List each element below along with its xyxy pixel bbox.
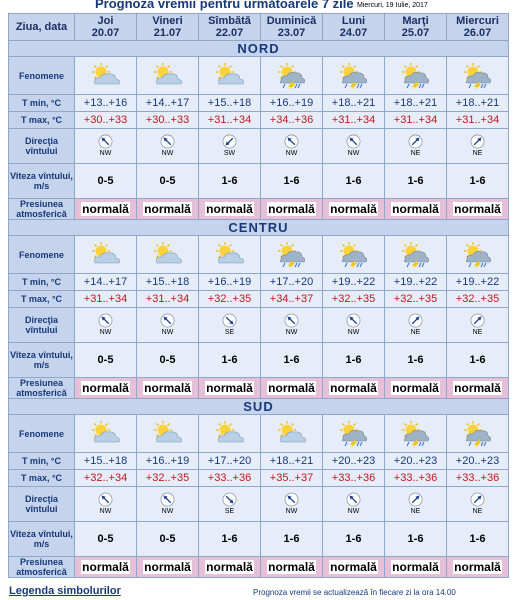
wind-direction-cell	[385, 308, 447, 343]
region-row	[9, 41, 509, 57]
wind-direction-label: NE	[472, 508, 483, 515]
row-label: Presiunea atmosferică	[9, 199, 75, 220]
wind-direction-label: NW	[347, 150, 360, 157]
day-date: 21.07	[153, 27, 182, 39]
wind-speed-cell: 0-5	[75, 522, 137, 557]
pressure-cell	[447, 378, 509, 399]
wind-speed-cell: 1-6	[323, 164, 385, 199]
pressure-value: normală	[330, 202, 377, 216]
compass-icon	[323, 492, 384, 507]
pressure-cell	[75, 557, 137, 578]
wind-direction-label: SE	[224, 508, 235, 515]
compass-icon	[137, 313, 198, 328]
compass-icon	[199, 313, 260, 328]
compass-icon	[261, 492, 322, 507]
row-pressure	[9, 199, 509, 220]
forecast-header	[0, 0, 514, 12]
partly-cloudy-icon	[75, 62, 136, 90]
thunderstorm-rain-icon	[323, 62, 384, 90]
row-label: Fenomene	[9, 57, 75, 95]
day-date: 24.07	[339, 27, 368, 39]
pressure-value: normală	[206, 381, 253, 395]
phenomenon-cell	[261, 415, 323, 453]
wind-direction-cell	[137, 129, 199, 164]
pressure-cell	[75, 199, 137, 220]
wind-direction-cell	[137, 487, 199, 522]
compass-icon	[75, 492, 136, 507]
row-wind-dir	[9, 129, 509, 164]
pressure-cell	[447, 199, 509, 220]
pressure-value: normală	[392, 381, 439, 395]
thunderstorm-rain-icon	[385, 420, 446, 448]
tmin-cell: +18..+21	[447, 95, 509, 112]
pressure-value: normală	[392, 202, 439, 216]
wind-speed-cell: 1-6	[261, 522, 323, 557]
phenomenon-cell	[199, 57, 261, 95]
wind-direction-label: NW	[161, 150, 174, 157]
row-label: T min, °C	[9, 95, 75, 112]
row-label: Presiunea atmosferică	[9, 557, 75, 578]
wind-speed-cell: 0-5	[75, 343, 137, 378]
wind-speed-cell: 0-5	[137, 164, 199, 199]
phenomenon-cell	[447, 236, 509, 274]
wind-direction-label: NW	[285, 329, 298, 336]
wind-direction-label: NE	[410, 150, 421, 157]
tmin-cell: +16..+19	[137, 453, 199, 470]
region-name: NORD	[9, 41, 509, 57]
wind-direction-cell	[137, 308, 199, 343]
tmax-cell: +31..+34	[447, 112, 509, 129]
wind-speed-cell: 1-6	[385, 522, 447, 557]
wind-direction-cell	[447, 129, 509, 164]
wind-direction-label: NE	[410, 329, 421, 336]
phenomenon-cell	[261, 236, 323, 274]
wind-direction-label: NW	[99, 150, 112, 157]
wind-speed-cell: 1-6	[199, 164, 261, 199]
wind-direction-cell	[75, 308, 137, 343]
compass-icon	[323, 313, 384, 328]
compass-icon	[75, 313, 136, 328]
tmax-cell: +33..+36	[385, 470, 447, 487]
thunderstorm-rain-icon	[261, 62, 322, 90]
row-label: Fenomene	[9, 415, 75, 453]
phenomenon-cell	[323, 236, 385, 274]
pressure-cell	[385, 557, 447, 578]
wind-speed-cell: 0-5	[137, 343, 199, 378]
phenomenon-cell	[323, 415, 385, 453]
tmin-cell: +18..+21	[385, 95, 447, 112]
thunderstorm-rain-icon	[323, 420, 384, 448]
pressure-cell	[261, 378, 323, 399]
partly-cloudy-icon	[137, 241, 198, 269]
wind-speed-cell: 1-6	[447, 522, 509, 557]
pressure-value: normală	[144, 202, 191, 216]
day-name: Sîmbătă	[208, 15, 251, 27]
wind-direction-cell	[323, 308, 385, 343]
tmin-cell: +17..+20	[199, 453, 261, 470]
phenomenon-cell	[385, 236, 447, 274]
wind-direction-label: NE	[410, 508, 421, 515]
wind-direction-label: NE	[472, 150, 483, 157]
row-wind-dir	[9, 308, 509, 343]
compass-icon	[385, 134, 446, 149]
day-date: 26.07	[463, 27, 492, 39]
thunderstorm-rain-icon	[385, 241, 446, 269]
day-date: 23.07	[277, 27, 306, 39]
row-label: Viteza vîntului, m/s	[9, 343, 75, 378]
pressure-value: normală	[206, 202, 253, 216]
pressure-cell	[447, 557, 509, 578]
pressure-cell	[137, 557, 199, 578]
thunderstorm-rain-icon	[261, 241, 322, 269]
corner-label: Ziua, data	[9, 14, 75, 41]
wind-speed-cell: 1-6	[385, 343, 447, 378]
tmax-cell: +31..+34	[137, 291, 199, 308]
wind-direction-label: NW	[285, 150, 298, 157]
pressure-value: normală	[454, 381, 501, 395]
page-title: Prognoza vremii pentru următoarele 7 zile	[95, 0, 354, 11]
row-pressure	[9, 378, 509, 399]
tmax-cell: +33..+36	[323, 470, 385, 487]
row-label: T min, °C	[9, 453, 75, 470]
pressure-cell	[199, 557, 261, 578]
region-name: SUD	[9, 399, 509, 415]
pressure-value: normală	[330, 381, 377, 395]
tmin-cell: +15..+18	[75, 453, 137, 470]
tmin-cell: +16..+19	[199, 274, 261, 291]
region-name: CENTRU	[9, 220, 509, 236]
pressure-cell	[323, 199, 385, 220]
tmax-cell: +31..+34	[385, 112, 447, 129]
partly-cloudy-icon	[137, 420, 198, 448]
compass-icon	[447, 313, 508, 328]
tmax-cell: +35..+37	[261, 470, 323, 487]
phenomenon-cell	[385, 57, 447, 95]
pressure-value: normală	[206, 560, 253, 574]
wind-direction-label: NW	[99, 508, 112, 515]
tmin-cell: +18..+21	[261, 453, 323, 470]
pressure-value: normală	[144, 560, 191, 574]
pressure-value: normală	[82, 202, 129, 216]
phenomenon-cell	[137, 57, 199, 95]
compass-icon	[137, 134, 198, 149]
pressure-value: normală	[330, 560, 377, 574]
tmax-cell: +31..+34	[75, 291, 137, 308]
tmin-cell: +19..+22	[385, 274, 447, 291]
thunderstorm-rain-icon	[323, 241, 384, 269]
partly-cloudy-icon	[75, 241, 136, 269]
row-label: T max, °C	[9, 291, 75, 308]
compass-icon	[323, 134, 384, 149]
compass-icon	[385, 492, 446, 507]
wind-speed-cell: 1-6	[447, 164, 509, 199]
row-phenomena	[9, 236, 509, 274]
wind-direction-label: NW	[99, 329, 112, 336]
phenomenon-cell	[261, 57, 323, 95]
pressure-cell	[385, 199, 447, 220]
row-tmin	[9, 274, 509, 291]
day-name: Marţi	[402, 15, 429, 27]
day-date: 22.07	[215, 27, 244, 39]
wind-speed-cell: 1-6	[261, 164, 323, 199]
phenomenon-cell	[75, 236, 137, 274]
wind-direction-label: SW	[223, 150, 236, 157]
row-tmax	[9, 291, 509, 308]
tmin-cell: +19..+22	[323, 274, 385, 291]
row-tmin	[9, 453, 509, 470]
wind-direction-cell	[75, 487, 137, 522]
row-tmax	[9, 112, 509, 129]
phenomenon-cell	[75, 415, 137, 453]
row-wind-speed	[9, 343, 509, 378]
compass-icon	[261, 134, 322, 149]
row-label: T max, °C	[9, 112, 75, 129]
phenomenon-cell	[385, 415, 447, 453]
row-tmax	[9, 470, 509, 487]
pressure-value: normală	[144, 381, 191, 395]
tmax-cell: +31..+34	[323, 112, 385, 129]
wind-direction-cell	[75, 129, 137, 164]
phenomenon-cell	[447, 57, 509, 95]
tmax-cell: +32..+35	[199, 291, 261, 308]
wind-speed-cell: 1-6	[199, 522, 261, 557]
tmax-cell: +32..+35	[385, 291, 447, 308]
tmax-cell: +32..+35	[447, 291, 509, 308]
tmin-cell: +14..+17	[75, 274, 137, 291]
day-header	[75, 14, 137, 41]
day-header	[447, 14, 509, 41]
tmax-cell: +34..+36	[261, 112, 323, 129]
day-name: Duminică	[266, 15, 317, 27]
day-date: 25.07	[401, 27, 430, 39]
wind-direction-cell	[447, 308, 509, 343]
compass-icon	[261, 313, 322, 328]
row-label: Fenomene	[9, 236, 75, 274]
pressure-value: normală	[82, 560, 129, 574]
tmin-cell: +16..+19	[261, 95, 323, 112]
compass-icon	[199, 134, 260, 149]
phenomenon-cell	[323, 57, 385, 95]
wind-speed-cell: 0-5	[137, 522, 199, 557]
row-label: Viteza vîntului, m/s	[9, 522, 75, 557]
row-wind-dir	[9, 487, 509, 522]
wind-direction-cell	[199, 308, 261, 343]
day-header-row	[9, 14, 509, 41]
row-label: T min, °C	[9, 274, 75, 291]
wind-speed-cell: 1-6	[323, 522, 385, 557]
partly-cloudy-icon	[137, 62, 198, 90]
pressure-cell	[323, 557, 385, 578]
day-name: Luni	[341, 15, 366, 27]
row-label: Viteza vîntului, m/s	[9, 164, 75, 199]
day-name: Vineri	[152, 15, 183, 27]
pressure-value: normală	[82, 381, 129, 395]
pressure-cell	[261, 199, 323, 220]
day-header	[137, 14, 199, 41]
wind-speed-cell: 1-6	[199, 343, 261, 378]
partly-cloudy-icon	[199, 62, 260, 90]
compass-icon	[75, 134, 136, 149]
tmin-cell: +17..+20	[261, 274, 323, 291]
row-label: Direcţia vîntului	[9, 129, 75, 164]
tmin-cell: +15..+18	[137, 274, 199, 291]
phenomenon-cell	[199, 415, 261, 453]
wind-direction-cell	[385, 129, 447, 164]
wind-direction-label: NW	[161, 329, 174, 336]
day-header	[385, 14, 447, 41]
row-pressure	[9, 557, 509, 578]
tmin-cell: +19..+22	[447, 274, 509, 291]
wind-direction-cell	[385, 487, 447, 522]
wind-direction-cell	[261, 487, 323, 522]
partly-cloudy-icon	[199, 241, 260, 269]
pressure-value: normală	[268, 560, 315, 574]
thunderstorm-rain-icon	[385, 62, 446, 90]
wind-direction-label: SE	[224, 329, 235, 336]
region-row	[9, 399, 509, 415]
pressure-value: normală	[392, 560, 439, 574]
phenomenon-cell	[137, 236, 199, 274]
day-header	[199, 14, 261, 41]
pressure-cell	[261, 557, 323, 578]
wind-direction-cell	[261, 308, 323, 343]
wind-speed-cell: 1-6	[447, 343, 509, 378]
wind-speed-cell: 1-6	[385, 164, 447, 199]
thunderstorm-rain-icon	[447, 62, 508, 90]
row-label: Direcţia vîntului	[9, 308, 75, 343]
tmax-cell: +32..+35	[137, 470, 199, 487]
pressure-cell	[385, 378, 447, 399]
tmin-cell: +18..+21	[323, 95, 385, 112]
wind-direction-label: NW	[347, 329, 360, 336]
row-wind-speed	[9, 522, 509, 557]
thunderstorm-rain-icon	[447, 241, 508, 269]
pressure-value: normală	[454, 202, 501, 216]
tmin-cell: +14..+17	[137, 95, 199, 112]
wind-direction-label: NW	[285, 508, 298, 515]
region-row	[9, 220, 509, 236]
pressure-cell	[137, 199, 199, 220]
pressure-value: normală	[268, 381, 315, 395]
pressure-cell	[323, 378, 385, 399]
wind-direction-cell	[447, 487, 509, 522]
day-name: Joi	[97, 15, 114, 27]
tmin-cell: +20..+23	[447, 453, 509, 470]
wind-speed-cell: 0-5	[75, 164, 137, 199]
pressure-value: normală	[454, 560, 501, 574]
compass-icon	[137, 492, 198, 507]
row-tmin	[9, 95, 509, 112]
wind-direction-cell	[199, 487, 261, 522]
tmin-cell: +20..+23	[323, 453, 385, 470]
row-label: Presiunea atmosferică	[9, 378, 75, 399]
row-label: T max, °C	[9, 470, 75, 487]
day-header	[323, 14, 385, 41]
compass-icon	[199, 492, 260, 507]
partly-cloudy-icon	[75, 420, 136, 448]
legend-link[interactable]: Legenda simbolurilor	[9, 585, 121, 597]
wind-direction-label: NW	[161, 508, 174, 515]
phenomenon-cell	[447, 415, 509, 453]
pressure-cell	[75, 378, 137, 399]
wind-direction-cell	[199, 129, 261, 164]
partly-cloudy-icon	[199, 420, 260, 448]
pressure-cell	[199, 199, 261, 220]
update-note: Prognoza vremii se actualizează în fiecare zi la ora 14.00	[253, 588, 456, 597]
tmax-cell: +32..+34	[75, 470, 137, 487]
tmax-cell: +31..+34	[199, 112, 261, 129]
tmax-cell: +30..+33	[75, 112, 137, 129]
issue-date: Miercuri, 19 Iulie, 2017	[357, 2, 428, 9]
phenomenon-cell	[75, 57, 137, 95]
compass-icon	[447, 134, 508, 149]
pressure-cell	[137, 378, 199, 399]
tmax-cell: +32..+35	[323, 291, 385, 308]
day-date: 20.07	[91, 27, 120, 39]
tmax-cell: +34..+37	[261, 291, 323, 308]
wind-direction-label: NW	[347, 508, 360, 515]
pressure-cell	[199, 378, 261, 399]
row-phenomena	[9, 415, 509, 453]
tmax-cell: +33..+36	[199, 470, 261, 487]
tmax-cell: +33..+36	[447, 470, 509, 487]
row-label: Direcţia vîntului	[9, 487, 75, 522]
wind-direction-cell	[261, 129, 323, 164]
phenomenon-cell	[199, 236, 261, 274]
tmin-cell: +13..+16	[75, 95, 137, 112]
wind-speed-cell: 1-6	[323, 343, 385, 378]
partly-cloudy-icon	[261, 420, 322, 448]
tmin-cell: +20..+23	[385, 453, 447, 470]
wind-direction-cell	[323, 129, 385, 164]
forecast-table	[8, 13, 509, 578]
compass-icon	[447, 492, 508, 507]
row-wind-speed	[9, 164, 509, 199]
thunderstorm-rain-icon	[447, 420, 508, 448]
wind-speed-cell: 1-6	[261, 343, 323, 378]
tmax-cell: +30..+33	[137, 112, 199, 129]
pressure-value: normală	[268, 202, 315, 216]
compass-icon	[385, 313, 446, 328]
phenomenon-cell	[137, 415, 199, 453]
wind-direction-label: NE	[472, 329, 483, 336]
day-name: Miercuri	[456, 15, 499, 27]
tmin-cell: +15..+18	[199, 95, 261, 112]
wind-direction-cell	[323, 487, 385, 522]
day-header	[261, 14, 323, 41]
row-phenomena	[9, 57, 509, 95]
